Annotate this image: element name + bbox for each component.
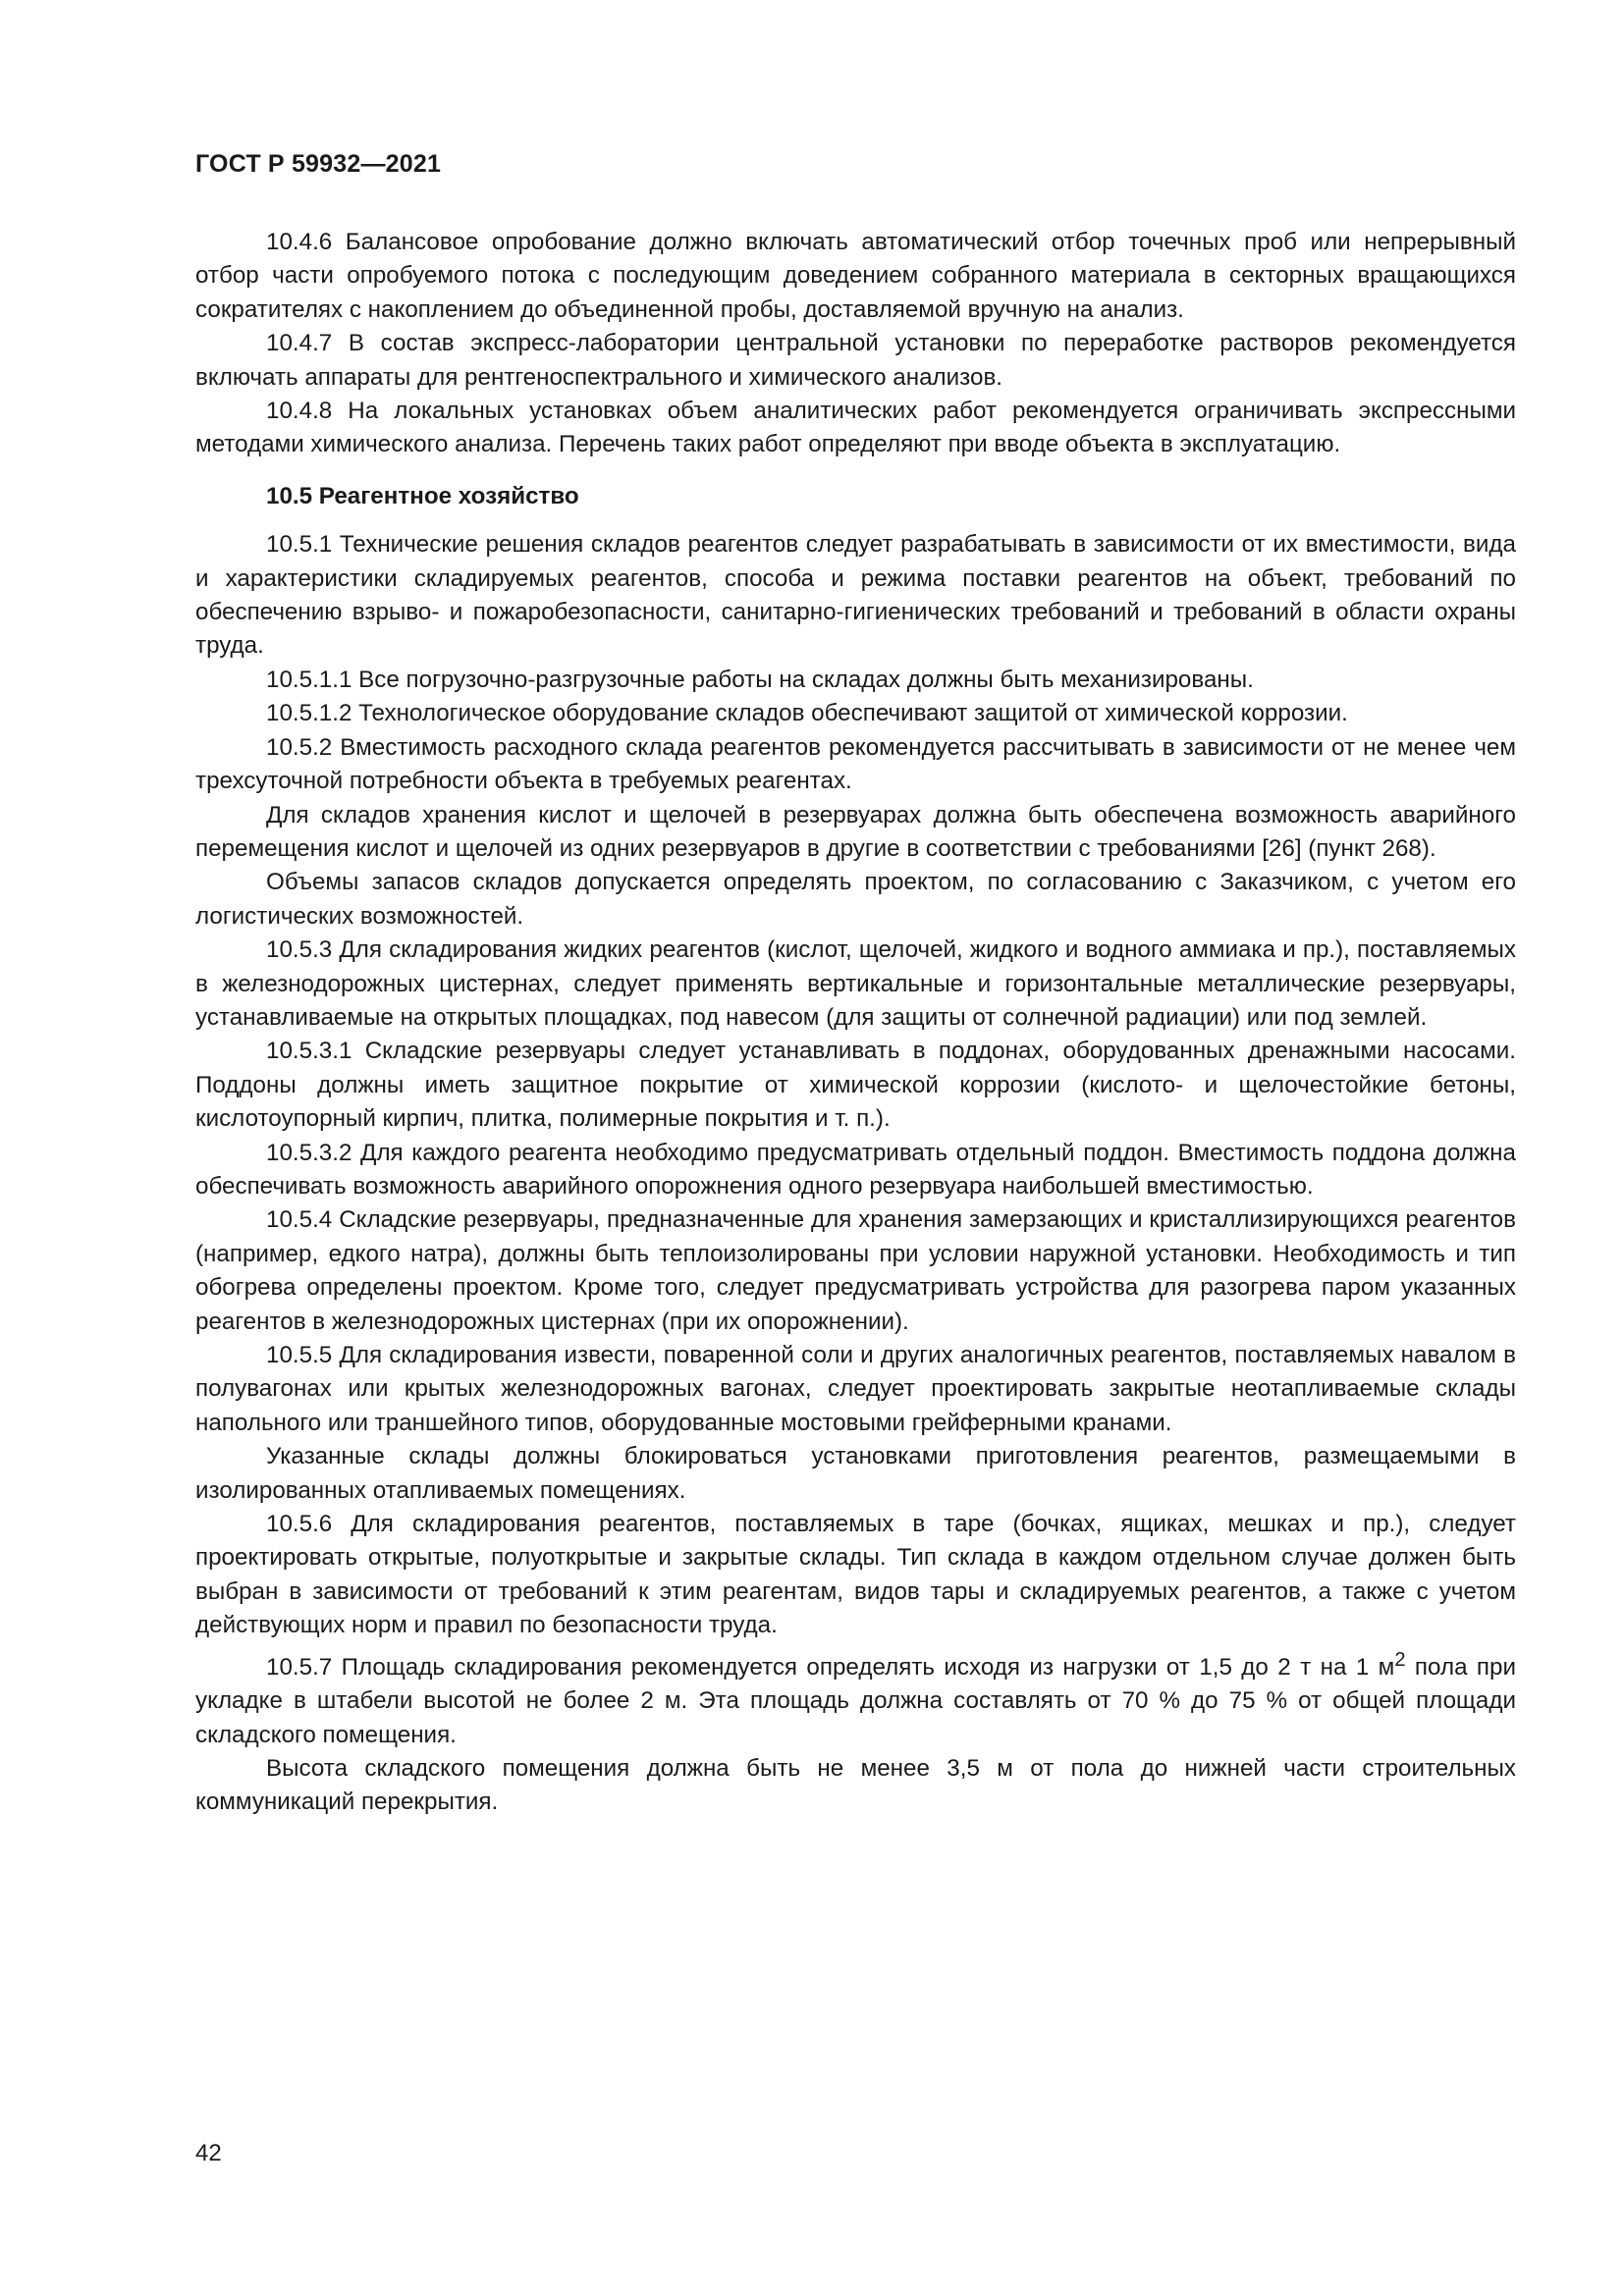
paragraph-10-5-3-1: 10.5.3.1 Складские резервуары следует устанавливать в поддонах, оборудованных дренажными насосами. Поддоны должны иметь защитное покрытие от химической коррозии (кислото- и щелочестойкие бетоны, кислотоупорный кирпич, плитка, полимерные покрытия и т. п.).: [195, 1038, 1516, 1133]
paragraph-warehouse-blocking: Указанные склады должны блокироваться установками приготовления реагентов, размещаемыми в изолированных отапливаемых помещениях.: [195, 1443, 1516, 1504]
paragraph-10-5-3-2: 10.5.3.2 Для каждого реагента необходимо предусматривать отдельный поддон. Вместимость поддона должна обеспечивать возможность аварийного опорожнения одного резервуара наибольшей вместимостью.: [195, 1139, 1516, 1200]
paragraph-10-5-7: [195, 1643, 1516, 1752]
paragraph-10-5-1-2: 10.5.1.2 Технологическое оборудование складов обеспечивают защитой от химической коррозии.: [266, 700, 1348, 727]
paragraph-10-5-2: 10.5.2 Вместимость расходного склада реагентов рекомендуется рассчитывать в зависимости от не менее чем трехсуточной потребности объекта в требуемых реагентах.: [195, 733, 1516, 795]
paragraph-10-4-7: 10.4.7 В состав экспресс-лаборатории центральной установки по переработке растворов рекомендуется включать аппараты для рентгеноспектрального и химического анализов.: [195, 330, 1516, 391]
paragraph-10-5-5: 10.5.5 Для складирования извести, поваренной соли и других аналогичных реагентов, поставляемых навалом в полувагонах или крытых железнодорожных вагонах, следует проектировать закрытые неотапливаемые склады напольного или траншейного типов, оборудованные мостовыми грейферными кранами.: [195, 1342, 1516, 1436]
document-body: [195, 226, 1516, 1820]
page-number: 42: [195, 2140, 222, 2166]
area-text-end: пола при укладке в штабели высотой не более 2 м. Эта площадь должна составлять от 70 % до 75 % от общей площади складского помещения.: [195, 1653, 1516, 1748]
paragraph-10-5-1-1: 10.5.1.1 Все погрузочно-разгрузочные работы на складах должны быть механизированы.: [266, 666, 1254, 693]
area-text-start: 10.5.7 Площадь складирования рекомендуется определять исходя из нагрузки от 1,5 до 2 т на 1 м: [266, 1653, 1395, 1681]
section-heading: 10.5 Реагентное хозяйство: [266, 482, 579, 509]
paragraph-warehouse-height: Высота складского помещения должна быть не менее 3,5 м от пола до нижней части строительных коммуникаций перекрытия.: [195, 1754, 1516, 1816]
document-header: ГОСТ Р 59932—2021: [195, 150, 442, 178]
paragraph-10-5-3: 10.5.3 Для складирования жидких реагентов (кислот, щелочей, жидкого и водного аммиака и пр.), поставляемых в железнодорожных цистернах, следует применять вертикальные и горизонтальные металлические резервуары, устанавливаемые на открытых площадках, под навесом (для защиты от солнечной радиации) или под землей.: [195, 936, 1516, 1031]
paragraph-10-4-6: 10.4.6 Балансовое опробование должно включать автоматический отбор точечных проб или непрерывный отбор части опробуемого потока с последующим доведением собранного материала в секторных вращающихся сократителях с накоплением до объединенной пробы, доставляемой вручную на анализ.: [195, 229, 1516, 323]
paragraph-acid-storage: Для складов хранения кислот и щелочей в резервуарах должна быть обеспечена возможность аварийного перемещения кислот и щелочей из одних резервуаров в другие в соответствии с требованиями [26] (пункт 268).: [195, 801, 1516, 862]
superscript-2: 2: [1394, 1648, 1406, 1671]
paragraph-10-5-4: 10.5.4 Складские резервуары, предназначенные для хранения замерзающих и кристаллизирующихся реагентов (например, едкого натра), должны быть теплоизолированы при условии наружной установки. Необходимость и тип обогрева определены проектом. Кроме того, следует предусматривать устройства для разогрева паром указанных реагентов в железнодорожных цистернах (при их опорожнении).: [195, 1206, 1516, 1335]
paragraph-10-5-1: 10.5.1 Технические решения складов реагентов следует разрабатывать в зависимости от их вместимости, вида и характеристики складируемых реагентов, способа и режима поставки реагентов на объект, требований по обеспечению взрыво- и пожаробезопасности, санитарно-гигиенических требований и требований в области охраны труда.: [195, 531, 1516, 660]
paragraph-stock-volumes: Объемы запасов складов допускается определять проектом, по согласованию с Заказчиком, с учетом его логистических возможностей.: [195, 869, 1516, 930]
paragraph-10-4-8: 10.4.8 На локальных установках объем аналитических работ рекомендуется ограничивать экспрессными методами химического анализа. Перечень таких работ определяют при вводе объекта в эксплуатацию.: [195, 398, 1516, 458]
paragraph-10-5-6: 10.5.6 Для складирования реагентов, поставляемых в таре (бочках, ящиках, мешках и пр.), следует проектировать открытые, полуоткрытые и закрытые склады. Тип склада в каждом отдельном случае должен быть выбран в зависимости от требований к этим реагентам, видов тары и складируемых реагентов, а также с учетом действующих норм и правил по безопасности труда.: [195, 1511, 1516, 1639]
